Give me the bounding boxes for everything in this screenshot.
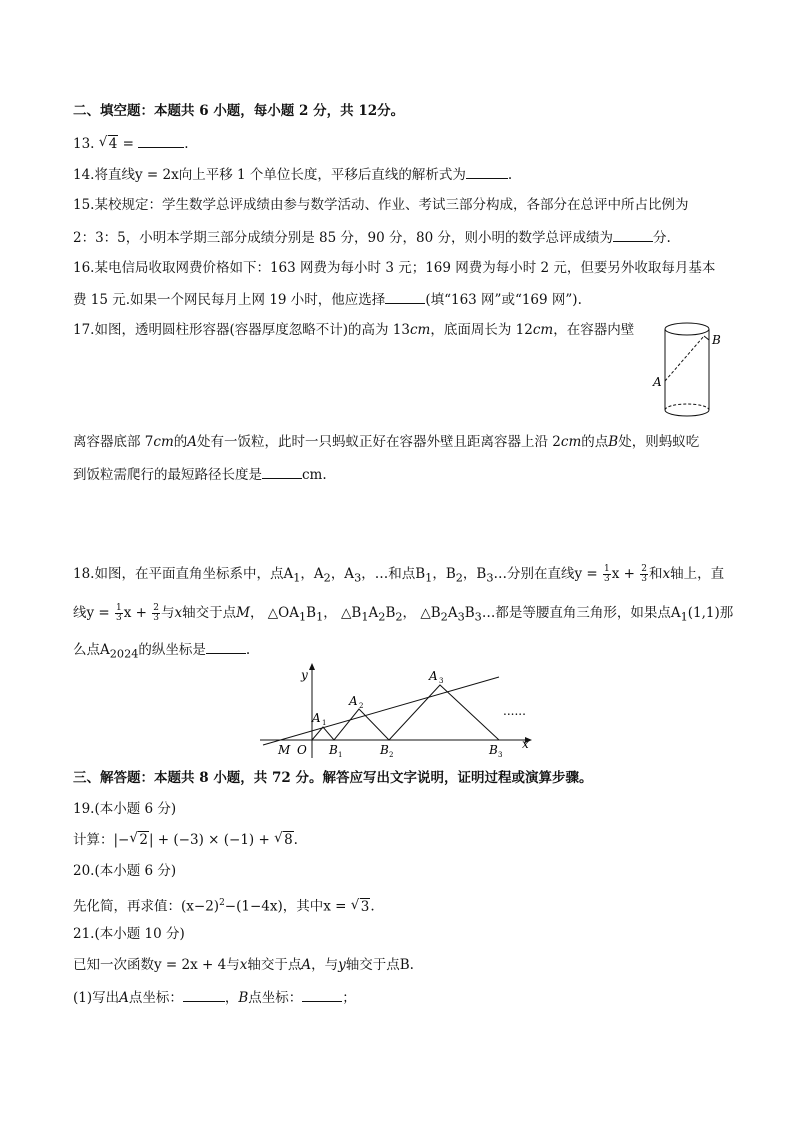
- q21-p1-text-a: (1)写出: [73, 990, 120, 1006]
- q20-exponent: 2: [219, 898, 225, 908]
- q17-text-h: 处，则蚂蚁吃: [618, 434, 700, 450]
- q18-text: 轴上，直: [670, 566, 725, 582]
- q18-text: ， △OA: [249, 605, 299, 621]
- q17-unit-cm: cm: [153, 434, 174, 450]
- q13-radicand: 4: [108, 136, 118, 152]
- q17-text-e: 的: [173, 434, 188, 450]
- q19-text-a: 计算：|−: [73, 832, 130, 848]
- q20-text-a: 先化简，再求值：(x−2): [73, 898, 220, 915]
- q13-answer-blank[interactable]: [138, 133, 184, 148]
- question-15-line-1: [73, 195, 688, 215]
- q18-text: …分别在直线y =: [493, 566, 603, 582]
- q17-unit-cm: cm: [409, 322, 431, 338]
- figure-sub-b2: 2: [389, 751, 394, 759]
- q18-frac-num: 2: [153, 603, 160, 613]
- coordinate-figure: [255, 660, 540, 760]
- q18-text: x +: [123, 605, 152, 621]
- q17-point-a: A: [187, 434, 198, 450]
- q18-sub: 2: [455, 571, 463, 585]
- section-3-total: 72: [272, 770, 291, 786]
- q18-text: (1,1)那: [687, 605, 734, 621]
- q21-p1-point-b: B: [238, 990, 249, 1006]
- q14-answer-blank[interactable]: [466, 164, 508, 179]
- q18-frac-den: 3: [116, 613, 122, 623]
- q17-text-f: 处有一饭粒，此时一只蚂蚁正好在容器外壁且距离容器上沿 2: [197, 434, 561, 450]
- q18-sub: 3: [486, 571, 494, 585]
- section-2-total: 12: [358, 103, 378, 119]
- q17-text-i: 到饭粒需爬行的最短路径长度是: [73, 467, 262, 483]
- question-17-line-1: [73, 320, 634, 340]
- q20-radicand-3: 3: [360, 898, 370, 915]
- q18-sub: 2: [378, 610, 386, 624]
- question-18-line-3: 么点$A_{2024}$的纵坐标是 .: [73, 639, 250, 665]
- question-21-heading: [73, 924, 185, 944]
- q18-frac-den: 3: [153, 613, 160, 623]
- q18-sub: 1: [680, 610, 688, 624]
- q17-text-d: 离容器底部 7: [73, 434, 154, 450]
- figure-label-a2: A: [349, 694, 358, 708]
- q19-text-b: | + (−3) × (−1) +: [148, 832, 275, 848]
- cylinder-path-dashed: [665, 336, 704, 381]
- q18-sub: 2: [323, 571, 331, 585]
- q18-text: 和: [649, 566, 663, 582]
- section-2-title-b: 小题，每小题: [213, 103, 295, 119]
- section-2-heading: [73, 101, 404, 121]
- q21-p1-point-a: A: [119, 990, 129, 1006]
- q16-line-1: 16.某电信局收取网费价格如下：163 网费为每小时 3 元；169 网费为每小时 2 元，但要另外收取每月基本: [73, 260, 716, 276]
- section-3-count: 8: [199, 770, 209, 786]
- q19-sqrt-8: √ 8: [274, 830, 293, 848]
- q13-number: 13.: [73, 136, 95, 152]
- figure-label-y: y: [301, 668, 308, 682]
- q21-p1-text-e: ；: [342, 990, 356, 1006]
- q21-x: x: [239, 957, 248, 973]
- question-17-line-3: [73, 464, 327, 485]
- q19-text-c: .: [293, 832, 298, 848]
- q18-text: …都是等腰直角三角形，如果点A: [481, 605, 681, 621]
- q18-text: 线y =: [73, 605, 115, 621]
- question-17-line-2: [73, 432, 699, 452]
- q17-point-b: B: [608, 434, 619, 450]
- q17-text-c: ，在容器内壁: [553, 322, 635, 338]
- q18-text-x: x: [174, 605, 183, 621]
- cylinder-path-solid: [704, 336, 709, 340]
- q18-frac-den: 3: [604, 574, 610, 584]
- question-13: 13. √ 4 = .: [73, 134, 189, 152]
- q15-line-1: 15.某校规定：学生数学总评成绩由参与数学活动、作业、考试三部分构成，各部分在总评中所占比例为: [73, 197, 689, 213]
- q16-line-2: 费 15 元.如果一个网民每月上网 19 小时，他应选择: [73, 292, 386, 308]
- q18-text: A: [368, 605, 379, 621]
- figure-label-o: O: [297, 743, 307, 757]
- section-3-title-b: 小题，共: [213, 770, 268, 786]
- isosceles-triangles-zigzag: [312, 685, 499, 740]
- question-14: [73, 164, 512, 185]
- figure-ellipsis: ......: [503, 704, 526, 718]
- cylinder-bottom-front: [665, 410, 709, 416]
- q18-text: ，B: [432, 566, 456, 582]
- question-19-body: [73, 830, 298, 850]
- q17-text-g: 的点: [581, 434, 609, 450]
- figure-label-b1: B: [329, 743, 338, 757]
- section-3-title-a: 三、解答题：本题共: [73, 770, 195, 786]
- line-y-equals-third-x-plus-two-thirds: [263, 677, 499, 745]
- question-16-line-2: [73, 289, 582, 310]
- section-2-title-c: 分，共: [313, 103, 354, 119]
- q18-text: ， △B: [402, 605, 441, 621]
- q18-text: 轴交于点: [182, 605, 237, 621]
- q18-text: 18.如图，在平面直角坐标系中，点A: [73, 566, 294, 582]
- q17-answer-blank[interactable]: [262, 464, 302, 479]
- q18-text: B: [385, 605, 396, 621]
- figure-sub-b1: 1: [338, 751, 343, 759]
- q18-sub: 1: [425, 571, 433, 585]
- q21-p1-text-c: ，: [224, 990, 239, 1006]
- q16-end: (填“163 网”或“169 网”).: [425, 292, 582, 308]
- cylinder-label-b: B: [712, 333, 721, 347]
- question-18-line-1: [73, 564, 724, 589]
- q20-sqrt-3: √ 3: [350, 896, 370, 915]
- q18-frac-num: 1: [116, 603, 122, 613]
- figure-sub-a2: 2: [359, 702, 364, 710]
- q18-text: ，A: [300, 566, 324, 582]
- q18-frac-den: 3: [641, 574, 648, 584]
- q18-sub: 2: [395, 610, 403, 624]
- q21-b-coord-blank[interactable]: [302, 987, 342, 1002]
- question-21-part-1: [73, 987, 356, 1008]
- figure-label-a1: A: [312, 711, 321, 725]
- question-19-heading: [73, 799, 176, 819]
- q17-unit-cm: cm: [560, 434, 582, 450]
- q18-sub: 3: [474, 610, 482, 624]
- q16-answer-blank[interactable]: [385, 289, 425, 304]
- figure-sub-a3: 3: [439, 677, 444, 685]
- q19-heading: 19.(本小题 6 分): [73, 801, 177, 817]
- section-2-title-d: 分。: [377, 103, 405, 119]
- q18-text: A: [447, 605, 458, 621]
- q21-p1-text-d: 点坐标：: [248, 990, 303, 1006]
- q18-sub: 1: [316, 610, 324, 624]
- q18-text-x: x: [662, 566, 671, 582]
- q20-heading: 20.(本小题 6 分): [73, 863, 177, 879]
- figure-label-m: M: [278, 743, 291, 757]
- q19-radicand-2: 2: [139, 832, 148, 848]
- section-3-heading: [73, 768, 593, 788]
- figure-sub-a1: 1: [322, 719, 327, 727]
- q21-text-a: 已知一次函数y = 2x + 4与: [73, 957, 240, 973]
- q15-answer-blank[interactable]: [613, 227, 653, 242]
- q18-sub: 2: [440, 610, 448, 624]
- cylinder-label-a: A: [653, 375, 662, 389]
- q18-text: B: [464, 605, 475, 621]
- cylinder-bottom-back: [665, 404, 709, 410]
- q19-radicand-8: 8: [284, 832, 293, 848]
- q18-frac-one-third: [603, 565, 611, 584]
- q18-frac-two-thirds: [640, 565, 648, 584]
- q18-text: x +: [611, 566, 640, 582]
- q18-text: ，…和点B: [361, 566, 426, 582]
- q17-unit-cm: cm: [532, 322, 554, 338]
- q18-answer-blank[interactable]: [206, 639, 246, 654]
- q14-end: .: [507, 167, 513, 183]
- q21-point-a: A: [301, 957, 312, 973]
- q21-a-coord-blank[interactable]: [183, 987, 225, 1002]
- q19-sqrt-2: √ 2: [129, 830, 148, 848]
- q21-text-b: 轴交于点: [247, 957, 302, 973]
- q18-sub-2024: 2024: [109, 647, 139, 661]
- question-15-line-2: [73, 227, 671, 248]
- q13-equals: =: [118, 136, 139, 152]
- question-16-line-1: [73, 258, 715, 278]
- question-20-body: [73, 893, 375, 917]
- figure-label-x: x: [522, 737, 529, 751]
- q18-text: ，A: [330, 566, 355, 582]
- figure-label-b2: B: [380, 743, 389, 757]
- q18-sub: 1: [298, 610, 307, 624]
- q13-sqrt: √ 4: [98, 134, 118, 152]
- section-2-title-a: 二、填空题：本题共: [73, 103, 195, 119]
- q21-y: y: [338, 957, 346, 973]
- q18-text: B: [306, 605, 317, 621]
- q18-text: ，B: [462, 566, 487, 582]
- question-20-heading: [73, 861, 176, 881]
- q18-frac-two-thirds: [152, 604, 160, 623]
- q21-text-d: 轴交于点B.: [345, 957, 414, 973]
- q18-sub: 1: [293, 571, 301, 585]
- cylinder-figure: [650, 318, 735, 428]
- question-21-body: [73, 955, 414, 975]
- y-axis-arrow: [309, 663, 315, 670]
- figure-label-b3: B: [489, 743, 498, 757]
- q20-text-b: −(1−4x)，其中x =: [224, 898, 351, 915]
- q18-text: 与: [161, 605, 175, 621]
- question-18-line-2: [73, 603, 733, 628]
- q18-sub: 3: [457, 610, 465, 624]
- q17-text-b: ，底面周长为 12: [430, 322, 533, 338]
- section-3-title-c: 分。解答应写出文字说明，证明过程或演算步骤。: [295, 770, 593, 786]
- q18-text-m: M: [236, 605, 250, 621]
- q18-text: ， △B: [323, 605, 362, 621]
- q21-text-c: ，与: [311, 957, 339, 973]
- q18-sub: 1: [361, 610, 369, 624]
- figure-sub-b3: 3: [498, 751, 503, 759]
- q17-text-a: 17.如图，透明圆柱形容器(容器厚度忽略不计)的高为 13: [73, 322, 410, 338]
- q21-heading: 21.(本小题 10 分): [73, 926, 185, 942]
- q21-p1-text-b: 点坐标：: [128, 990, 183, 1006]
- section-2-count: 6: [199, 103, 209, 119]
- q18-frac-num: 2: [641, 564, 648, 574]
- q14-text: 14.将直线y = 2x向上平移 1 个单位长度，平移后直线的解析式为: [73, 167, 466, 183]
- q18-text: 么点A: [73, 642, 110, 658]
- q18-frac-one-third: [115, 604, 123, 623]
- q18-text: 的纵坐标是: [138, 642, 206, 658]
- q20-text-c: .: [370, 898, 375, 915]
- section-2-each: 2: [299, 103, 309, 119]
- cylinder-top-ellipse: [665, 323, 709, 335]
- q15-end: 分.: [652, 230, 671, 246]
- q18-sub: 3: [354, 571, 362, 585]
- figure-label-a3: A: [429, 669, 438, 683]
- q17-text-j: cm.: [302, 467, 327, 483]
- q18-frac-num: 1: [604, 564, 610, 574]
- q15-line-2: 2：3：5，小明本学期三部分成绩分别是 85 分，90 分，80 分，则小明的数学总评成绩为: [73, 230, 613, 246]
